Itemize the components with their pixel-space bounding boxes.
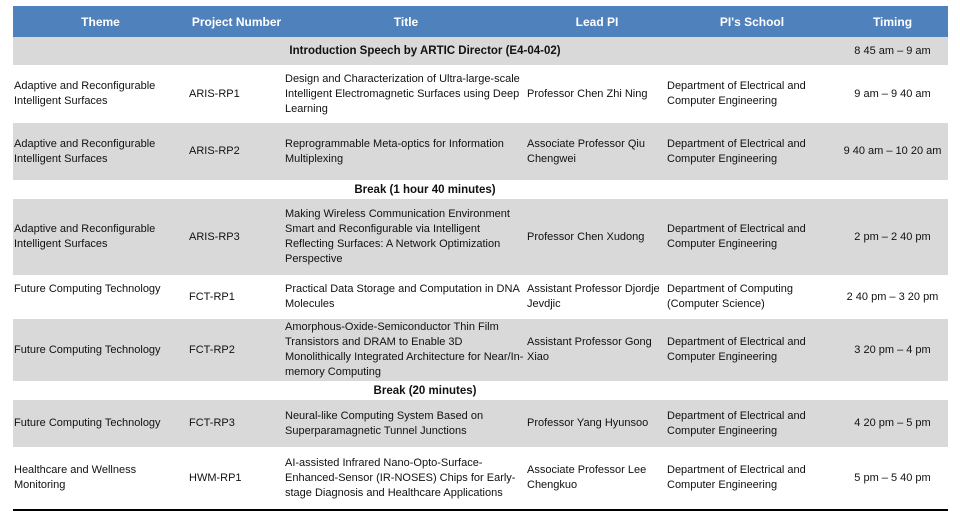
cell-project-number: FCT-RP1 — [189, 290, 235, 303]
table-row — [13, 319, 948, 381]
cell-title: Practical Data Storage and Computation in DNA Molecules — [285, 283, 520, 310]
table-row — [13, 123, 948, 180]
table-row — [13, 447, 948, 509]
schedule-table — [13, 6, 948, 511]
cell-title: AI-assisted Infrared Nano-Opto-Surface-Enhanced-Sensor (IR-NOSES) Chips for Early-stage Diagnosis and Healthcare Applications — [285, 456, 516, 499]
cell-theme: Future Computing Technology — [14, 283, 161, 295]
cell-lead-pi: Associate Professor Qiu Chengwei — [527, 137, 645, 165]
cell-project-number: HWM-RP1 — [189, 471, 242, 484]
cell-timing: 5 pm – 5 40 pm — [854, 471, 931, 484]
header-timing: Timing — [872, 14, 913, 29]
table-row — [13, 65, 948, 123]
cell-project-number: FCT-RP3 — [189, 417, 235, 429]
cell-lead-pi: Professor Yang Hyunsoo — [527, 417, 649, 429]
cell-lead-pi: Professor Chen Zhi Ning — [527, 87, 648, 100]
header-lead-pi: Lead PI — [575, 14, 619, 29]
table-bottom-border — [13, 509, 948, 511]
cell-lead-pi: Professor Chen Xudong — [527, 230, 645, 243]
cell-title: Making Wireless Communication Environment Smart and Reconfigurable via Intelligent Reflecting Surfaces: A Network Optimization Perspective — [285, 208, 510, 265]
cell-lead-pi: Assistant Professor Djordje Jevdjic — [527, 283, 660, 310]
header-title: Title — [393, 14, 419, 29]
table-row — [13, 180, 948, 199]
table-header — [13, 6, 948, 37]
break-label: Break (20 minutes) — [373, 384, 477, 397]
cell-lead-pi: Associate Professor Lee Chengkuo — [527, 464, 647, 491]
cell-project-number: FCT-RP2 — [189, 343, 235, 356]
break-label: Break (1 hour 40 minutes) — [354, 183, 496, 196]
cell-timing: 9 40 am – 10 20 am — [843, 145, 942, 157]
cell-title: Reprogrammable Meta-optics for Information Multiplexing — [285, 137, 504, 165]
table-row — [13, 37, 948, 65]
cell-pi-school: Department of Electrical and Computer Engineering — [667, 409, 806, 437]
cell-pi-school: Department of Computing (Computer Science) — [667, 283, 793, 310]
cell-timing: 9 am – 9 40 am — [854, 87, 931, 100]
cell-project-number: ARIS-RP3 — [189, 230, 240, 243]
table-row — [13, 400, 948, 447]
header-project-number: Project Number — [191, 14, 282, 29]
cell-theme: Adaptive and Reconfigurable Intelligent Surfaces — [14, 80, 156, 107]
cell-timing: 4 20 pm – 5 pm — [854, 417, 931, 429]
cell-theme: Adaptive and Reconfigurable Intelligent Surfaces — [14, 223, 156, 250]
cell-theme: Healthcare and Wellness Monitoring — [14, 464, 137, 491]
table-row — [13, 275, 948, 319]
cell-theme: Future Computing Technology — [14, 417, 161, 429]
cell-title: Amorphous-Oxide-Semiconductor Thin Film Transistors and DRAM to Enable 3D Monolithically Integrated Architecture for Near/In-memory Computing — [285, 321, 524, 378]
cell-pi-school: Department of Electrical and Computer Engineering — [667, 223, 806, 250]
cell-project-number: ARIS-RP2 — [189, 145, 240, 157]
cell-timing: 2 pm – 2 40 pm — [854, 230, 931, 243]
cell-theme: Adaptive and Reconfigurable Intelligent Surfaces — [14, 137, 156, 165]
cell-project-number: ARIS-RP1 — [189, 87, 240, 100]
cell-theme: Future Computing Technology — [14, 343, 161, 356]
session-label: Introduction Speech by ARTIC Director (E4-04-02) — [289, 45, 561, 57]
cell-lead-pi: Assistant Professor Gong Xiao — [527, 336, 652, 363]
cell-pi-school: Department of Electrical and Computer Engineering — [667, 80, 806, 107]
session-timing: 8 45 am – 9 am — [854, 45, 931, 57]
table-row — [13, 199, 948, 275]
cell-timing: 3 20 pm – 4 pm — [854, 343, 931, 356]
cell-pi-school: Department of Electrical and Computer Engineering — [667, 336, 806, 363]
header-pi-school: PI's School — [719, 14, 785, 29]
header-theme: Theme — [81, 14, 120, 29]
cell-timing: 2 40 pm – 3 20 pm — [846, 290, 939, 303]
cell-pi-school: Department of Electrical and Computer Engineering — [667, 137, 806, 165]
cell-pi-school: Department of Electrical and Computer Engineering — [667, 464, 806, 491]
cell-title: Neural-like Computing System Based on Superparamagnetic Tunnel Junctions — [285, 409, 484, 437]
cell-title: Design and Characterization of Ultra-large-scale Intelligent Electromagnetic Surfaces using Deep Learning — [285, 72, 520, 115]
table-row — [13, 381, 948, 400]
